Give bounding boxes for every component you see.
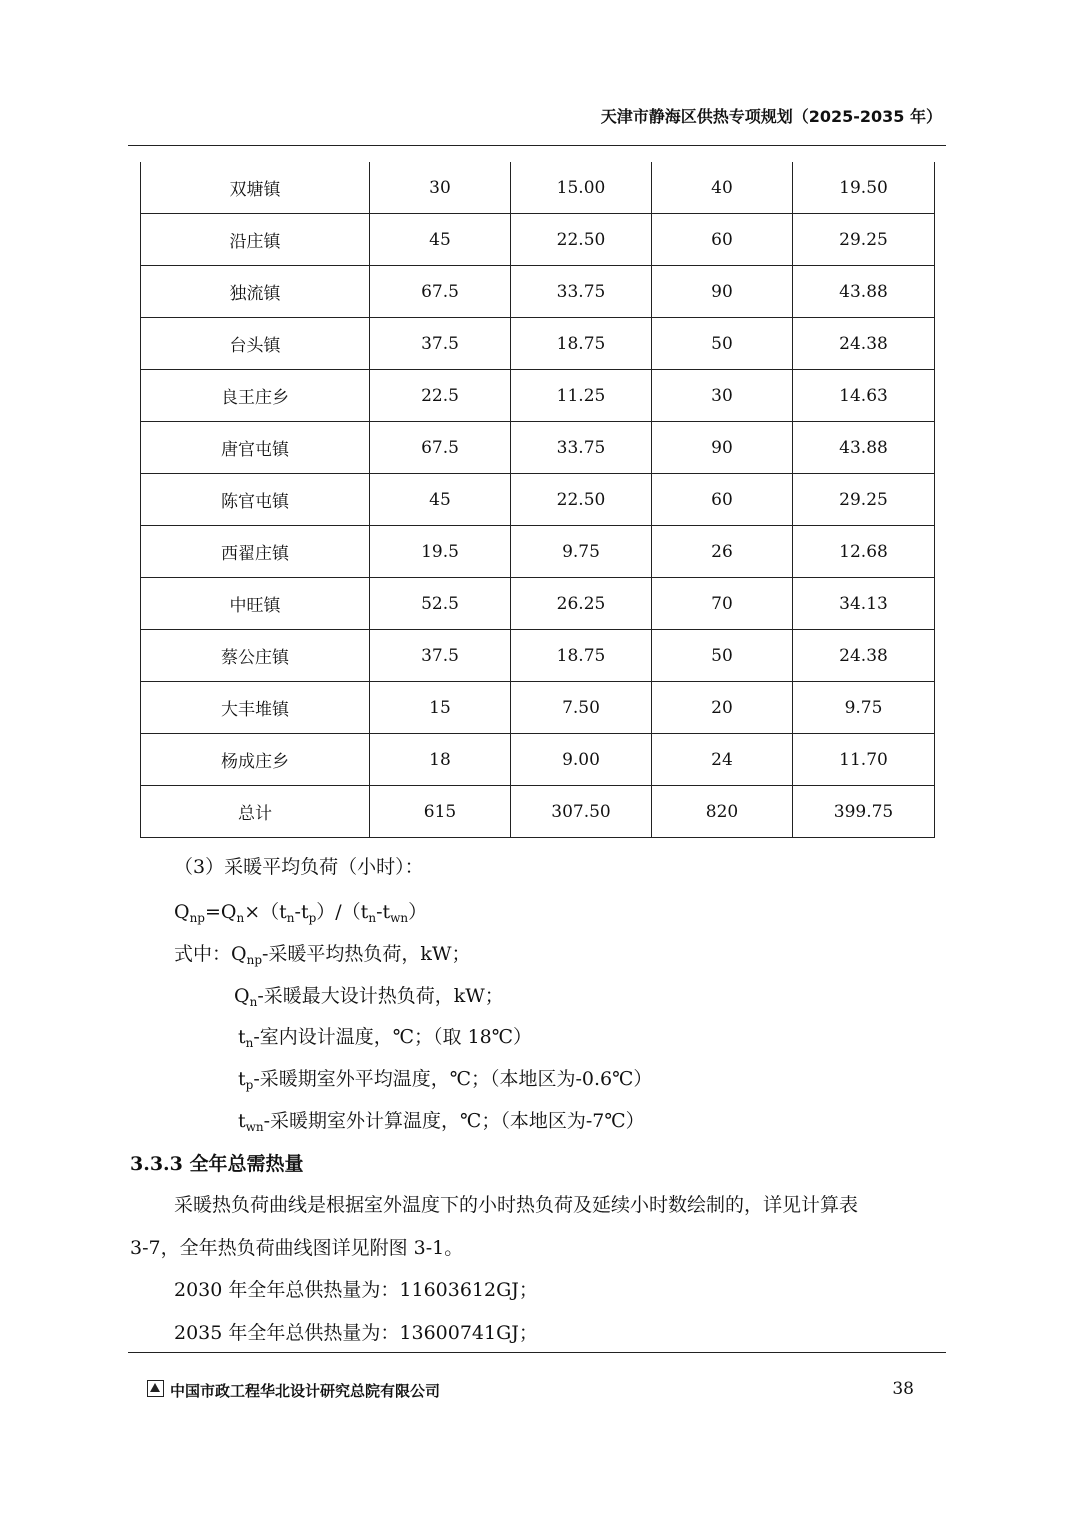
table-row — [141, 734, 935, 786]
footer-company: 中国市政工程华北设计研究总院有限公司 — [170, 1382, 441, 1400]
value-cell: 67.5 — [370, 422, 511, 474]
town-cell: 蔡公庄镇 — [141, 630, 370, 682]
footer-rule — [128, 1352, 946, 1353]
value-cell: 90 — [652, 266, 793, 318]
value-cell: 67.5 — [370, 266, 511, 318]
value-cell: 40 — [652, 162, 793, 214]
value-cell: 22.5 — [370, 370, 511, 422]
value-cell: 22.50 — [511, 474, 652, 526]
value-cell: 52.5 — [370, 578, 511, 630]
town-cell: 唐官屯镇 — [141, 422, 370, 474]
value-cell: 15.00 — [511, 162, 652, 214]
value-cell: 24.38 — [793, 318, 935, 370]
table-row — [141, 370, 935, 422]
town-cell: 大丰堆镇 — [141, 682, 370, 734]
definition-tn: $t_n-$室内设计温度，℃；（取 18℃） — [238, 1026, 533, 1050]
value-cell: 29.25 — [793, 474, 935, 526]
value-cell: 60 — [652, 214, 793, 266]
definition-n: $Q_n-$采暖最大设计热负荷，kW； — [234, 985, 504, 1009]
town-cell: 杨成庄乡 — [141, 734, 370, 786]
value-cell: 19.50 — [793, 162, 935, 214]
value-cell: 9.75 — [793, 682, 935, 734]
value-cell: 37.5 — [370, 630, 511, 682]
town-cell: 独流镇 — [141, 266, 370, 318]
total-label-cell: 总计 — [141, 786, 370, 838]
total-heat-2030: 2030 年全年总供热量为：11603612GJ； — [174, 1279, 538, 1301]
value-cell: 12.68 — [793, 526, 935, 578]
table-row — [141, 682, 935, 734]
table-row — [141, 526, 935, 578]
value-cell: 50 — [652, 318, 793, 370]
value-cell: 29.25 — [793, 214, 935, 266]
page-number: 38 — [892, 1379, 914, 1399]
table-total-row — [141, 786, 935, 838]
value-cell: 24 — [652, 734, 793, 786]
value-cell: 26.25 — [511, 578, 652, 630]
value-cell: 34.13 — [793, 578, 935, 630]
value-cell: 33.75 — [511, 422, 652, 474]
value-cell: 820 — [652, 786, 793, 838]
value-cell: 11.25 — [511, 370, 652, 422]
value-cell: 19.5 — [370, 526, 511, 578]
heat-load-table — [140, 162, 935, 838]
definition-tp: $t_p-$采暖期室外平均温度，℃；（本地区为-0.6℃） — [238, 1068, 653, 1092]
table-row — [141, 214, 935, 266]
paragraph-line-2: 3-7，全年热负荷曲线图详见附图 3-1。 — [130, 1237, 464, 1259]
town-cell: 陈官屯镇 — [141, 474, 370, 526]
definition-twn: $t_{wn}-$采暖期室外计算温度，℃；（本地区为-7℃） — [238, 1110, 645, 1134]
avg-load-heading: （3）采暖平均负荷（小时）： — [174, 856, 424, 878]
table-row — [141, 630, 935, 682]
value-cell: 45 — [370, 474, 511, 526]
company-logo-icon — [147, 1380, 164, 1397]
town-cell: 良王庄乡 — [141, 370, 370, 422]
value-cell: 9.75 — [511, 526, 652, 578]
paragraph-line-1: 采暖热负荷曲线是根据室外温度下的小时热负荷及延续小时数绘制的，详见计算表 — [174, 1194, 859, 1216]
value-cell: 90 — [652, 422, 793, 474]
table-row — [141, 578, 935, 630]
value-cell: 18.75 — [511, 630, 652, 682]
value-cell: 18.75 — [511, 318, 652, 370]
town-cell: 沿庄镇 — [141, 214, 370, 266]
value-cell: 9.00 — [511, 734, 652, 786]
value-cell: 14.63 — [793, 370, 935, 422]
value-cell: 50 — [652, 630, 793, 682]
header-rule — [128, 145, 946, 146]
value-cell: 15 — [370, 682, 511, 734]
section-title: 3.3.3 全年总需热量 — [130, 1153, 304, 1175]
definition-np: 式中：$Q_{np}-$采暖平均热负荷，kW； — [174, 943, 471, 967]
formula-line: $Q_{np}=Q_n\times(t_n-t_p)/(t_n-t_{wn})$ — [174, 901, 428, 925]
value-cell: 18 — [370, 734, 511, 786]
table-row — [141, 266, 935, 318]
value-cell: 20 — [652, 682, 793, 734]
value-cell: 615 — [370, 786, 511, 838]
value-cell: 7.50 — [511, 682, 652, 734]
value-cell: 70 — [652, 578, 793, 630]
town-cell: 双塘镇 — [141, 162, 370, 214]
header-title: 天津市静海区供热专项规划（2025-2035 年） — [600, 107, 942, 126]
value-cell: 307.50 — [511, 786, 652, 838]
value-cell: 399.75 — [793, 786, 935, 838]
table-row — [141, 474, 935, 526]
value-cell: 26 — [652, 526, 793, 578]
value-cell: 24.38 — [793, 630, 935, 682]
value-cell: 22.50 — [511, 214, 652, 266]
value-cell: 33.75 — [511, 266, 652, 318]
town-cell: 西翟庄镇 — [141, 526, 370, 578]
town-cell: 台头镇 — [141, 318, 370, 370]
town-cell: 中旺镇 — [141, 578, 370, 630]
value-cell: 37.5 — [370, 318, 511, 370]
table-row — [141, 422, 935, 474]
table-row — [141, 162, 935, 214]
value-cell: 11.70 — [793, 734, 935, 786]
value-cell: 30 — [652, 370, 793, 422]
value-cell: 60 — [652, 474, 793, 526]
value-cell: 43.88 — [793, 266, 935, 318]
value-cell: 45 — [370, 214, 511, 266]
value-cell: 30 — [370, 162, 511, 214]
table-row — [141, 318, 935, 370]
total-heat-2035: 2035 年全年总供热量为：13600741GJ； — [174, 1322, 538, 1344]
value-cell: 43.88 — [793, 422, 935, 474]
